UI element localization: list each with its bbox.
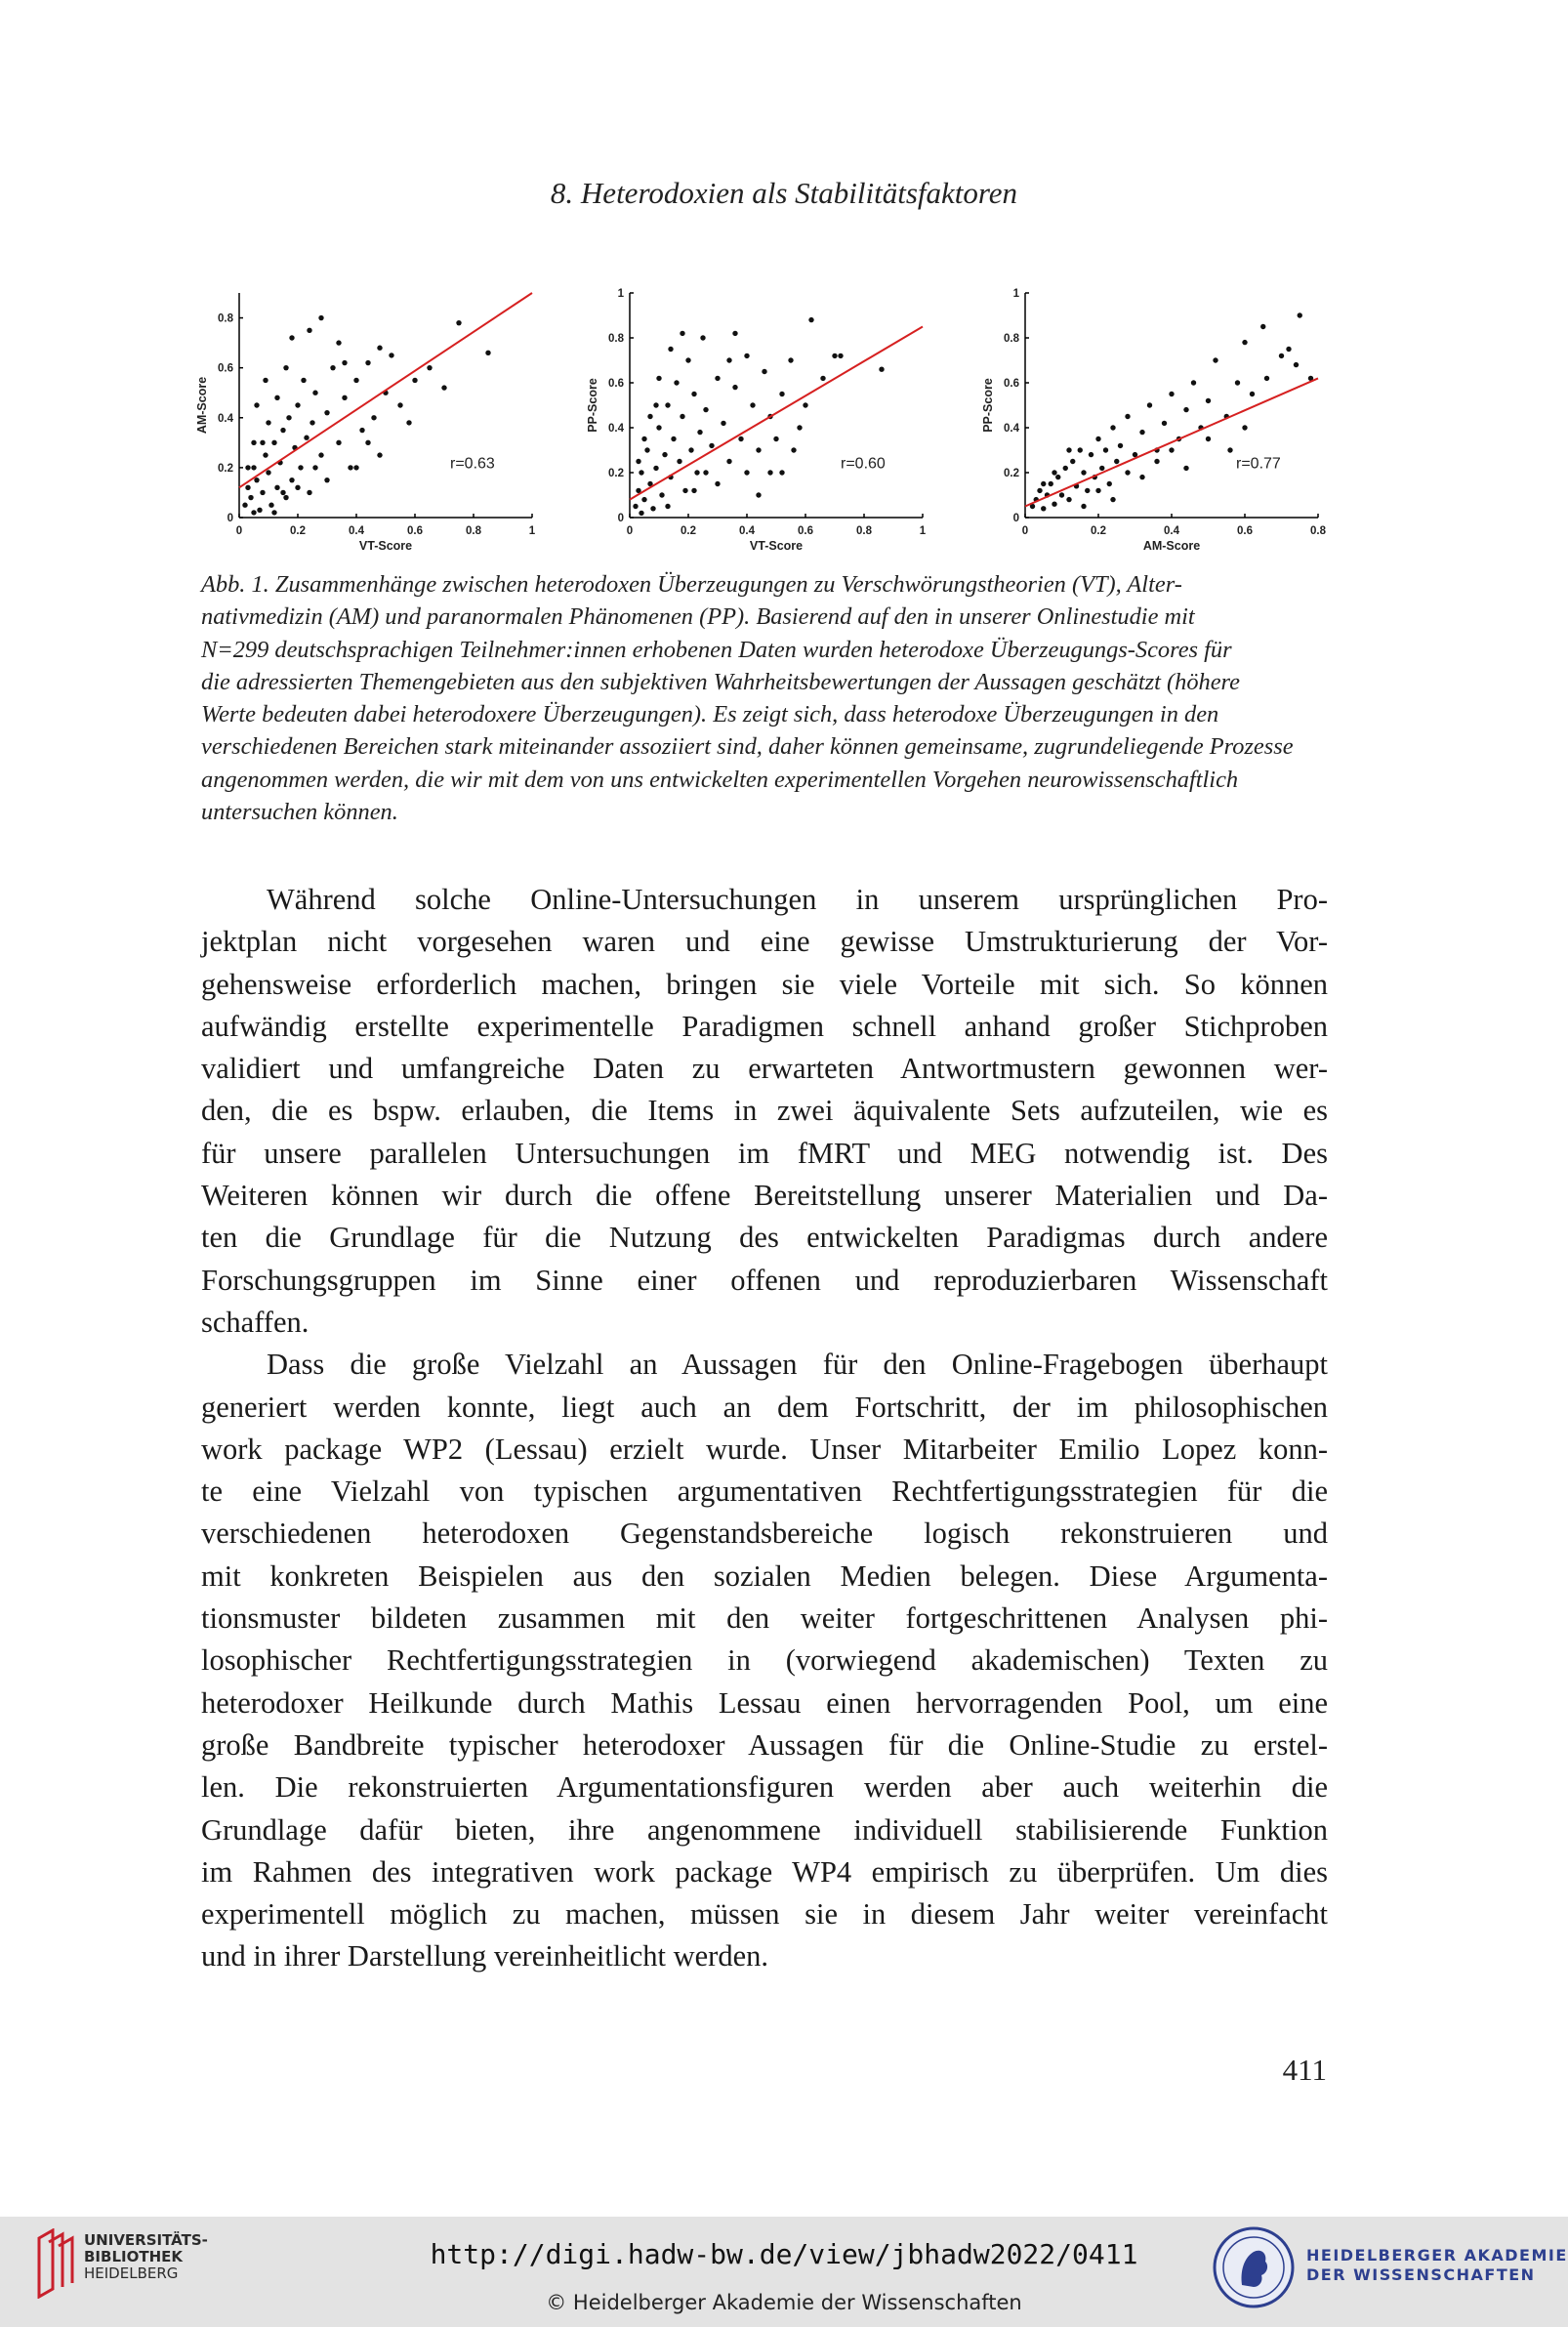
- data-point: [1242, 340, 1247, 345]
- text-line: generiert werden konnte, liegt auch an dem Fortschritt, der im philosophischen: [201, 1390, 1328, 1424]
- data-point: [744, 470, 749, 475]
- data-point: [1078, 447, 1083, 452]
- data-point: [1162, 421, 1167, 426]
- text-line: work package WP2 (Lessau) erzielt wurde. Unser Mitarbeiter Emilio Lopez konn-: [201, 1432, 1328, 1466]
- data-point: [309, 420, 314, 425]
- data-point: [1264, 376, 1269, 381]
- data-point: [307, 490, 311, 495]
- data-point: [268, 503, 273, 508]
- data-point: [1095, 488, 1100, 493]
- data-point: [700, 335, 705, 340]
- data-point: [832, 353, 837, 358]
- data-point: [647, 414, 652, 419]
- text-line: te eine Vielzahl von typischen argumentativen Rechtfertigungsstrategien für die: [201, 1475, 1328, 1509]
- data-point: [1213, 357, 1217, 362]
- data-point: [644, 447, 649, 452]
- data-point: [353, 465, 358, 470]
- logo-left-line-2: BIBLIOTHEK: [84, 2248, 183, 2265]
- data-point: [377, 346, 382, 351]
- data-point: [271, 510, 276, 515]
- text-line: verschiedenen heterodoxen Gegenstandsbereiche logisch rekonstruieren und: [201, 1517, 1328, 1551]
- correlation-label: r=0.77: [1236, 455, 1281, 473]
- data-point: [633, 504, 638, 509]
- data-point: [1250, 392, 1255, 396]
- data-point: [677, 459, 681, 464]
- x-tick-label: 0: [626, 525, 634, 537]
- text-line: den, die es bspw. erlauben, die Items in zwei äquivalente Sets aufzuteilen, wie es: [201, 1094, 1328, 1128]
- data-point: [274, 485, 279, 490]
- data-point: [1110, 497, 1115, 502]
- data-point: [636, 459, 640, 464]
- scatter-plot-vt-am: [190, 273, 561, 570]
- data-point: [1052, 502, 1056, 507]
- data-point: [304, 436, 309, 440]
- data-point: [263, 378, 268, 383]
- data-point: [266, 420, 270, 425]
- data-point: [312, 465, 317, 470]
- text-line: für unsere parallelen Untersuchungen im fMRT und MEG notwendig ist. Des: [201, 1136, 1328, 1170]
- x-tick-label: 0.4: [739, 525, 755, 537]
- data-point: [668, 347, 673, 352]
- data-point: [1242, 425, 1247, 430]
- data-point: [697, 430, 702, 435]
- data-point: [1298, 312, 1302, 317]
- text-line: Weiteren können wir durch die offene Bereitstellung unserer Materialien und Da-: [201, 1179, 1328, 1213]
- data-point: [289, 335, 294, 340]
- data-point: [359, 428, 364, 433]
- data-point: [353, 378, 358, 383]
- data-point: [1052, 470, 1056, 475]
- data-point: [721, 421, 725, 426]
- data-point: [1066, 447, 1071, 452]
- data-point: [254, 402, 259, 407]
- caption-line: untersuchen können.: [201, 799, 398, 826]
- text-line: validiert und umfangreiche Daten zu erwarteten Antwortmustern gewonnen wer-: [201, 1052, 1328, 1086]
- text-line: Dass die große Vielzahl an Aussagen für den Online-Fragebogen überhaupt: [267, 1348, 1328, 1382]
- logo-right-line-2: DER WISSENSCHAFTEN: [1306, 2265, 1536, 2284]
- y-tick-label: 0.8: [608, 333, 624, 345]
- data-point: [797, 425, 802, 430]
- caption-line: die adressierten Themengebieten aus den subjektiven Wahrheitsbewertungen der Aussagen geschätzt (höhere: [201, 668, 1240, 695]
- data-point: [1099, 466, 1104, 471]
- data-point: [266, 470, 270, 475]
- caption-line: Werte bedeuten dabei heterodoxere Überzeugungen). Es zeigt sich, dass heterodoxe Überzeugungen in den: [201, 701, 1219, 728]
- data-point: [1147, 402, 1152, 407]
- data-point: [1139, 430, 1144, 435]
- data-point: [342, 360, 347, 365]
- data-point: [286, 415, 291, 420]
- body-text: [201, 879, 1328, 1978]
- correlation-label: r=0.63: [450, 455, 495, 473]
- text-line: im Rahmen des integrativen work package WP4 empirisch zu überprüfen. Um dies: [201, 1854, 1328, 1889]
- data-point: [312, 391, 317, 395]
- x-tick-label: 0.6: [798, 525, 813, 537]
- data-point: [1206, 398, 1211, 403]
- data-point: [703, 407, 708, 412]
- data-point: [324, 410, 329, 415]
- data-point: [1125, 414, 1130, 419]
- data-point: [732, 385, 737, 390]
- data-point: [791, 447, 796, 452]
- text-line: tionsmuster bildeten zusammen mit den weiter fortgeschrittenen Analysen phi-: [201, 1601, 1328, 1636]
- data-point: [656, 376, 661, 381]
- y-tick-label: 0.8: [218, 312, 233, 325]
- data-point: [283, 495, 288, 500]
- data-point: [738, 436, 743, 441]
- data-point: [242, 503, 247, 508]
- data-point: [397, 402, 402, 407]
- y-tick-label: 0.6: [1004, 378, 1019, 390]
- data-point: [653, 402, 658, 407]
- x-tick-label: 0.2: [1091, 525, 1106, 537]
- data-point: [1183, 407, 1188, 412]
- data-point: [641, 436, 646, 441]
- data-point: [680, 331, 684, 336]
- running-head: 8. Heterodoxien als Stabilitätsfaktoren: [550, 176, 1018, 210]
- text-line: schaffen.: [201, 1305, 309, 1339]
- data-point: [251, 465, 256, 470]
- data-point: [767, 470, 772, 475]
- data-point: [427, 365, 432, 370]
- data-point: [295, 402, 300, 407]
- x-axis-label: VT-Score: [358, 539, 413, 553]
- data-point: [257, 508, 262, 513]
- data-point: [336, 440, 341, 445]
- data-point: [274, 395, 279, 400]
- data-point: [744, 353, 749, 358]
- data-point: [336, 340, 341, 345]
- x-tick-label: 1: [919, 525, 927, 537]
- caption-line: Abb. 1. Zusammenhänge zwischen heterodoxen Überzeugungen zu Verschwörungstheorien (VT), Alter-: [201, 571, 1182, 598]
- data-point: [656, 425, 661, 430]
- data-point: [301, 378, 306, 383]
- data-point: [709, 443, 714, 448]
- data-point: [1081, 470, 1086, 475]
- y-tick-label: 0.2: [218, 462, 233, 475]
- text-line: aufwändig erstellte experimentelle Paradigmen schnell anhand großer Stichproben: [201, 1009, 1328, 1043]
- regression-line: [1025, 378, 1318, 506]
- data-point: [726, 459, 731, 464]
- data-point: [1260, 324, 1265, 329]
- data-point: [694, 470, 699, 475]
- data-point: [389, 353, 393, 357]
- data-point: [682, 488, 687, 493]
- x-tick-label: 0.4: [349, 525, 364, 537]
- data-point: [732, 331, 737, 336]
- data-point: [803, 402, 807, 407]
- text-line: experimentell möglich zu machen, müssen sie in diesem Jahr weiter vereinfacht: [201, 1897, 1328, 1932]
- data-point: [456, 320, 461, 325]
- paragraph: [201, 1344, 1328, 1977]
- data-point: [662, 452, 667, 457]
- data-point: [1049, 481, 1053, 486]
- scatter-plot-vt-pp: [581, 273, 952, 570]
- data-point: [1125, 470, 1130, 475]
- data-point: [691, 392, 696, 396]
- y-tick-label: 0.4: [1004, 423, 1019, 435]
- academy-seal-icon: [1211, 2224, 1297, 2314]
- data-point: [1070, 459, 1075, 464]
- data-point: [263, 452, 268, 457]
- data-point: [318, 452, 323, 457]
- data-point: [1085, 488, 1090, 493]
- data-point: [1063, 466, 1068, 471]
- y-tick-label: 0: [227, 513, 233, 524]
- data-point: [1041, 481, 1046, 486]
- data-point: [671, 436, 676, 441]
- text-line: Forschungsgruppen im Sinne einer offenen und reproduzierbaren Wissenschaft: [201, 1263, 1328, 1297]
- data-point: [248, 495, 253, 500]
- data-point: [820, 376, 825, 381]
- data-point: [808, 317, 813, 322]
- data-point: [1183, 466, 1188, 471]
- y-tick-label: 0.2: [1004, 468, 1019, 479]
- text-line: große Bandbreite typischer heterodoxer Aussagen für die Online-Studie zu erstel-: [201, 1727, 1328, 1762]
- data-point: [691, 488, 696, 493]
- y-tick-label: 1: [617, 288, 624, 300]
- text-line: losophischer Rechtfertigungsstrategien in (vorwiegend akademischen) Texten zu: [201, 1643, 1328, 1678]
- data-point: [371, 415, 376, 420]
- x-tick-label: 0.6: [1237, 525, 1253, 537]
- scatter-plot-am-pp: [976, 273, 1347, 570]
- data-point: [245, 485, 250, 490]
- y-tick-label: 0: [1012, 513, 1019, 524]
- data-point: [1037, 488, 1042, 493]
- figure-caption: [201, 568, 1334, 828]
- x-tick-label: 0: [235, 525, 243, 537]
- data-point: [260, 440, 265, 445]
- text-line: jektplan nicht vorgesehen waren und eine gewisse Umstrukturierung der Vor-: [201, 925, 1328, 959]
- data-point: [659, 492, 664, 497]
- data-point: [1154, 459, 1159, 464]
- data-point: [307, 328, 311, 333]
- data-point: [773, 436, 778, 441]
- data-point: [650, 506, 655, 511]
- text-line: heterodoxer Heilkunde durch Mathis Lessau einen hervorragenden Pool, um eine: [201, 1685, 1328, 1720]
- data-point: [280, 490, 285, 495]
- data-point: [639, 511, 643, 516]
- caption-line: nativmedizin (AM) und paranormalen Phänomenen (PP). Basierend auf den in unserer Onlinestudie mit: [201, 603, 1195, 631]
- data-point: [1206, 436, 1211, 441]
- data-point: [688, 447, 693, 452]
- data-point: [1227, 447, 1232, 452]
- data-point: [1294, 362, 1299, 367]
- y-tick-label: 1: [1012, 288, 1019, 300]
- y-tick-label: 0.8: [1004, 333, 1019, 345]
- x-tick-label: 1: [528, 525, 536, 537]
- y-tick-label: 0.6: [608, 378, 624, 390]
- data-point: [280, 428, 285, 433]
- data-point: [756, 492, 761, 497]
- y-tick-label: 0.2: [608, 468, 624, 479]
- y-axis-label: AM-Score: [195, 376, 209, 435]
- data-point: [271, 440, 276, 445]
- copyright-notice: © Heidelberger Akademie der Wissenschaften: [546, 2291, 1022, 2314]
- caption-line: angenommen werden, die wir mit dem von uns entwickelten experimentellen Vorgehen neurowissenschaftlich: [201, 766, 1239, 793]
- data-point: [1286, 347, 1291, 352]
- figure-scatter-plots: [190, 273, 1342, 566]
- data-point: [1089, 452, 1093, 457]
- data-point: [342, 395, 347, 400]
- permalink-url[interactable]: http://digi.hadw-bw.de/view/jbhadw2022/0411: [430, 2238, 1138, 2270]
- data-point: [680, 414, 684, 419]
- data-point: [251, 510, 256, 515]
- data-point: [750, 402, 755, 407]
- data-point: [289, 478, 294, 482]
- data-point: [838, 353, 843, 358]
- page-number: 411: [1282, 2053, 1327, 2087]
- text-line: Während solche Online-Untersuchungen in unserem ursprünglichen Pro-: [267, 883, 1328, 916]
- text-line: und in ihrer Darstellung vereinheitlicht werden.: [201, 1939, 769, 1974]
- x-axis-label: AM-Score: [1142, 539, 1201, 553]
- text-line: Grundlage dafür bieten, ihre angenommene individuell stabilisierende Funktion: [201, 1812, 1328, 1847]
- y-tick-label: 0: [617, 513, 624, 524]
- x-tick-label: 0.2: [681, 525, 696, 537]
- data-point: [1059, 492, 1064, 497]
- data-point: [779, 392, 784, 396]
- data-point: [365, 440, 370, 445]
- data-point: [283, 365, 288, 370]
- data-point: [295, 485, 300, 490]
- y-tick-label: 0.4: [608, 423, 624, 435]
- x-tick-label: 0.8: [856, 525, 872, 537]
- data-point: [1139, 475, 1144, 479]
- x-tick-label: 0.2: [290, 525, 306, 537]
- data-point: [665, 504, 670, 509]
- text-line: len. Die rekonstruierten Argumentationsfiguren werden aber auch weiterhin die: [201, 1770, 1328, 1805]
- x-tick-label: 0: [1021, 525, 1029, 537]
- data-point: [703, 470, 708, 475]
- data-point: [756, 447, 761, 452]
- data-point: [726, 357, 731, 362]
- x-tick-label: 0.4: [1164, 525, 1179, 537]
- x-tick-label: 0.8: [466, 525, 481, 537]
- data-point: [251, 440, 256, 445]
- data-point: [762, 369, 766, 374]
- data-point: [641, 497, 646, 502]
- logo-left-line-3: HEIDELBERG: [84, 2265, 179, 2282]
- logo-right-line-1: HEIDELBERGER AKADEMIE: [1306, 2246, 1568, 2265]
- data-point: [1114, 459, 1119, 464]
- data-point: [406, 420, 411, 425]
- y-tick-label: 0.4: [218, 412, 233, 425]
- data-point: [653, 466, 658, 471]
- data-point: [1066, 497, 1071, 502]
- caption-line: verschiedenen Bereichen stark miteinander assoziiert sind, daher können gemeinsame, zugrundeliegende Prozesse: [201, 733, 1294, 761]
- data-point: [1095, 436, 1100, 441]
- data-point: [715, 481, 720, 486]
- data-point: [377, 452, 382, 457]
- data-point: [674, 380, 679, 385]
- y-axis-label: PP-Score: [586, 378, 599, 433]
- data-point: [1103, 447, 1108, 452]
- data-point: [715, 376, 720, 381]
- data-point: [1041, 506, 1046, 511]
- data-point: [1191, 380, 1196, 385]
- data-point: [788, 357, 793, 362]
- x-tick-label: 0.6: [407, 525, 423, 537]
- data-point: [1279, 353, 1284, 358]
- data-point: [1107, 481, 1112, 486]
- data-point: [1235, 380, 1240, 385]
- data-point: [779, 470, 784, 475]
- caption-line: N=299 deutschsprachigen Teilnehmer:innen erhobenen Daten wurden heterodoxe Überzeugungs-Scores für: [201, 636, 1232, 663]
- correlation-label: r=0.60: [841, 455, 886, 473]
- data-point: [245, 465, 250, 470]
- data-point: [685, 357, 690, 362]
- data-point: [348, 465, 352, 470]
- data-point: [298, 465, 303, 470]
- data-point: [412, 378, 417, 383]
- data-point: [879, 367, 884, 372]
- data-point: [485, 351, 490, 355]
- x-tick-label: 0.8: [1310, 525, 1326, 537]
- paragraph: [201, 879, 1328, 1344]
- regression-line: [630, 327, 923, 500]
- y-tick-label: 0.6: [218, 362, 233, 375]
- text-line: mit konkreten Beispielen aus den sozialen Medien belegen. Diese Argumenta-: [201, 1558, 1328, 1593]
- data-point: [1081, 504, 1086, 509]
- y-axis-label: PP-Score: [981, 378, 995, 433]
- data-point: [1118, 443, 1123, 448]
- data-point: [1055, 475, 1060, 479]
- data-point: [260, 490, 265, 495]
- data-point: [665, 402, 670, 407]
- data-point: [318, 315, 323, 320]
- data-point: [365, 360, 370, 365]
- data-point: [324, 478, 329, 482]
- data-point: [639, 470, 643, 475]
- data-point: [330, 365, 335, 370]
- data-point: [1110, 425, 1115, 430]
- data-point: [441, 385, 446, 390]
- data-point: [1169, 447, 1174, 452]
- text-line: ten die Grundlage für die Nutzung des entwickelten Paradigmas durch andere: [201, 1221, 1328, 1255]
- x-axis-label: VT-Score: [749, 539, 804, 553]
- text-line: gehensweise erforderlich machen, bringen sie viele Vorteile mit sich. So können: [201, 967, 1328, 1001]
- academy-logo-text: [1306, 2246, 1568, 2285]
- data-point: [1169, 392, 1174, 396]
- logo-left-line-1: UNIVERSITÄTS-: [84, 2231, 208, 2249]
